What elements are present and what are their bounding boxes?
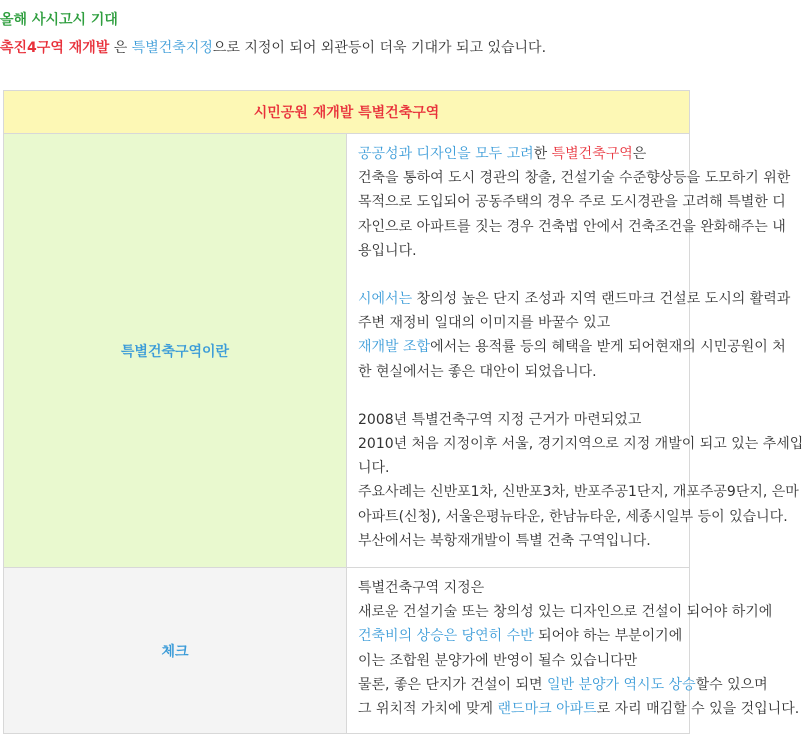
highlight-red: 특별건축구역	[551, 146, 633, 162]
content-line: 아파트(신청), 서울은평뉴타운, 한남뉴타운, 세종시일부 등이 있습니다.	[358, 508, 788, 525]
content-line: 주변 재정비 일대의 이미지를 바꿀수 있고	[358, 315, 611, 332]
text-span: 한	[533, 146, 552, 162]
content-line: 목적으로 도입되어 공동주택의 경우 주로 도시경관을 고려해 특별한 디	[358, 194, 786, 211]
paragraph-gap	[358, 263, 683, 287]
content-line	[358, 287, 791, 311]
highlight-blue: 랜드마크 아파트	[497, 701, 597, 718]
text-span: 그 위치적 가치에 맞게	[358, 701, 498, 718]
highlight-blue: 시에서는	[358, 291, 413, 308]
content-line: 특별건축구역 지정은	[358, 580, 485, 596]
content-line: 부산에서는 북항재개발이 특별 건축 구역입니다.	[358, 532, 651, 549]
text-span: 창의성 높은 단지 조성과 지역 랜드마크 건설로 도시의 활력과	[412, 291, 791, 308]
content-line: 용입니다.	[358, 242, 417, 259]
paragraph-gap	[358, 384, 683, 408]
text-span: 할수 있으며	[695, 676, 768, 693]
row-label-check: 체크	[4, 568, 347, 734]
content-line: 한 현실에서는 좋은 대안이 되었읍니다.	[358, 363, 597, 380]
content-line: 이는 조합원 분양가에 반영이 될수 있습니다만	[358, 652, 638, 669]
table-row	[4, 568, 690, 734]
intro-highlight-blue: 특별건축지정	[131, 40, 213, 56]
content-line: 건축을 통하여 도시 경관의 창출, 건설기술 수준향상등을 도모하기 위한	[358, 170, 791, 187]
highlight-blue: 일반 분양가 역시도 상승	[547, 676, 696, 693]
text-span: 로 자리 매김할 수 있을 것입니다.	[596, 701, 800, 718]
content-line: 2008년 특별건축구역 지정 근거가 마련되었고	[358, 411, 642, 428]
info-table	[3, 90, 803, 734]
highlight-blue: 재개발 조합	[358, 339, 431, 356]
intro-text-2: 으로 지정이 되어 외관등이 더욱 기대가 되고 있습니다.	[212, 40, 547, 56]
intro-highlight-red: 촉진4구역 재개발	[0, 40, 110, 56]
text-span: 은	[632, 146, 647, 162]
intro-sentence	[0, 37, 546, 57]
content-line: 2010년 처음 지정이후 서울, 경기지역으로 지정 개발이 되고 있는 추세입	[358, 436, 803, 453]
page-heading: 올해 사시고시 기대	[0, 12, 118, 28]
content-line: 자인으로 아파트를 짓는 경우 건축법 안에서 건축조건을 완화해주는 내	[358, 218, 786, 235]
text-span: 물론, 좋은 단지가 건설이 되면	[358, 676, 547, 693]
table-row	[4, 134, 690, 568]
table-title: 시민공원 재개발 특별건축구역	[4, 91, 690, 134]
content-line: 니다.	[358, 460, 390, 477]
row-label-special-zone: 특별건축구역이란	[4, 134, 347, 568]
intro-text-1: 은	[109, 40, 132, 56]
text-span: 되어야 하는 부분이기에	[533, 628, 683, 645]
highlight-blue: 건축비의 상승은 당연히 수반	[358, 628, 534, 645]
content-line: 주요사례는 신반포1차, 신반포3차, 반포주공1단지, 개포주공9단지, 은마	[358, 484, 799, 501]
content-line	[358, 697, 800, 721]
content-line	[358, 673, 768, 697]
text-span: 에서는 용적률 등의 혜택을 받게 되어현재의 시민공원이 처	[430, 339, 786, 356]
content-line	[358, 142, 683, 166]
table-title-row	[4, 91, 690, 134]
content-line	[358, 335, 786, 359]
row-content-special-zone	[347, 134, 803, 568]
content-line	[358, 624, 683, 648]
row-content-check	[347, 568, 800, 734]
highlight-blue: 공공성과 디자인을 모두 고려	[358, 146, 534, 162]
content-line: 새로운 건설기술 또는 창의성 있는 디자인으로 건설이 되어야 하기에	[358, 604, 773, 621]
